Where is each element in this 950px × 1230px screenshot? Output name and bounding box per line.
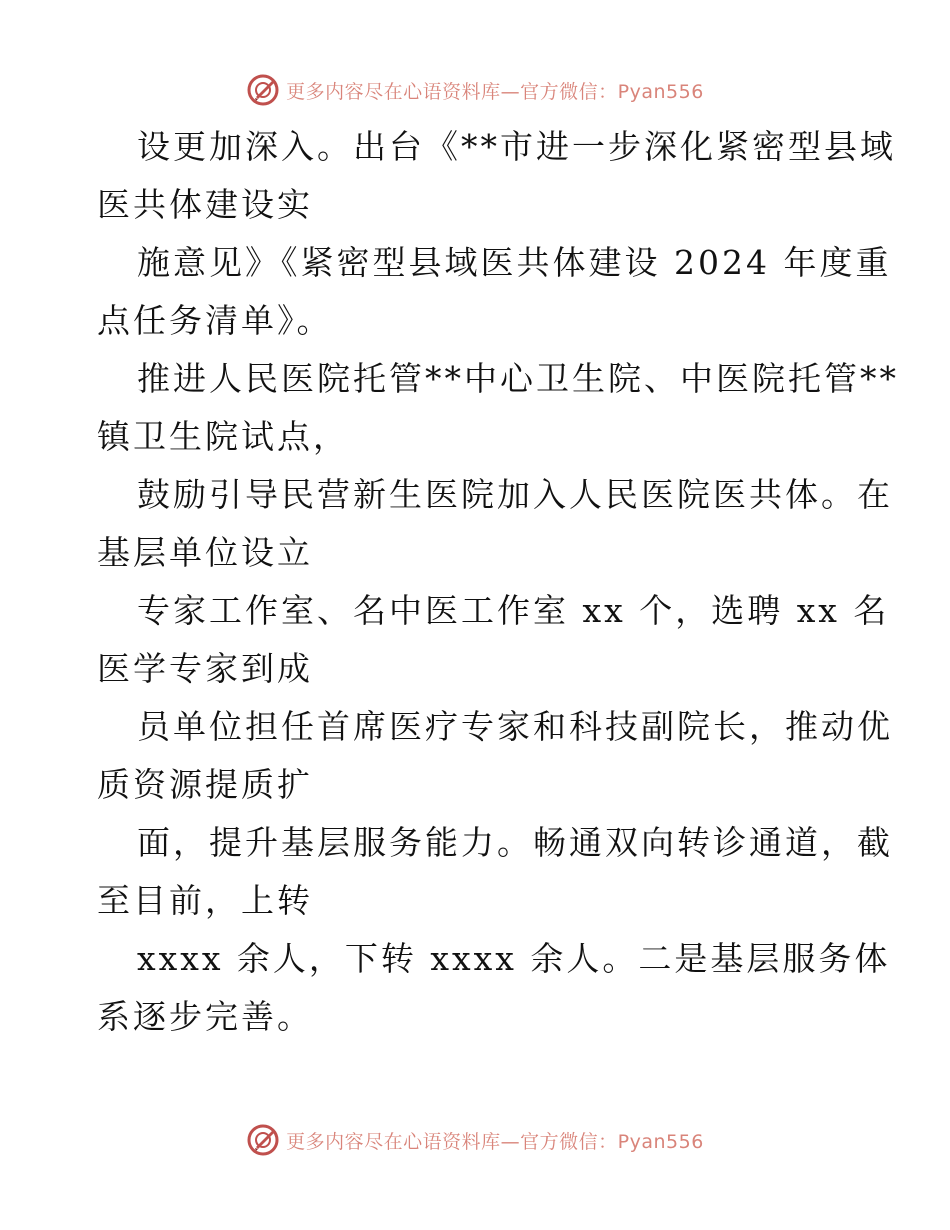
text-line: 施意见》《紧密型县域医共体建设 2024 年度重 (137, 243, 892, 282)
text-line: 设更加深入。出台《**市进一步深化紧密型县域 (137, 127, 896, 166)
text-line: 员单位担任首席医疗专家和科技副院长，推动优 (137, 707, 893, 746)
text-line: 鼓励引导民营新生医院加入人民医院医共体。在 (137, 475, 893, 514)
logo-icon (246, 73, 280, 107)
text-line: 医学专家到成 (97, 649, 313, 688)
header-banner-text: 更多内容尽在心语资料库—官方微信：Pyan556 (286, 80, 704, 103)
text-line: 推进人民医院托管**中心卫生院、中医院托管** (137, 359, 899, 398)
text-line: 基层单位设立 (97, 533, 313, 572)
footer-banner-text: 更多内容尽在心语资料库—官方微信：Pyan556 (286, 1130, 704, 1153)
text-line: 医共体建设实 (97, 185, 313, 224)
text-line: xxxx 余人，下转 xxxx 余人。二是基层服务体 (137, 939, 891, 978)
logo-icon (246, 1123, 280, 1157)
text-line: 系逐步完善。 (97, 997, 313, 1036)
text-line: 镇卫生院试点， (97, 417, 349, 456)
text-line: 质资源提质扩 (97, 765, 313, 804)
document-body (97, 118, 899, 1046)
text-line: 至目前，上转 (97, 881, 313, 920)
text-line: 专家工作室、名中医工作室 xx 个，选聘 xx 名 (137, 591, 890, 630)
footer-banner (0, 1120, 950, 1160)
header-banner (0, 70, 950, 110)
text-line: 点任务清单》。 (97, 301, 333, 340)
text-line: 面，提升基层服务能力。畅通双向转诊通道，截 (137, 823, 893, 862)
